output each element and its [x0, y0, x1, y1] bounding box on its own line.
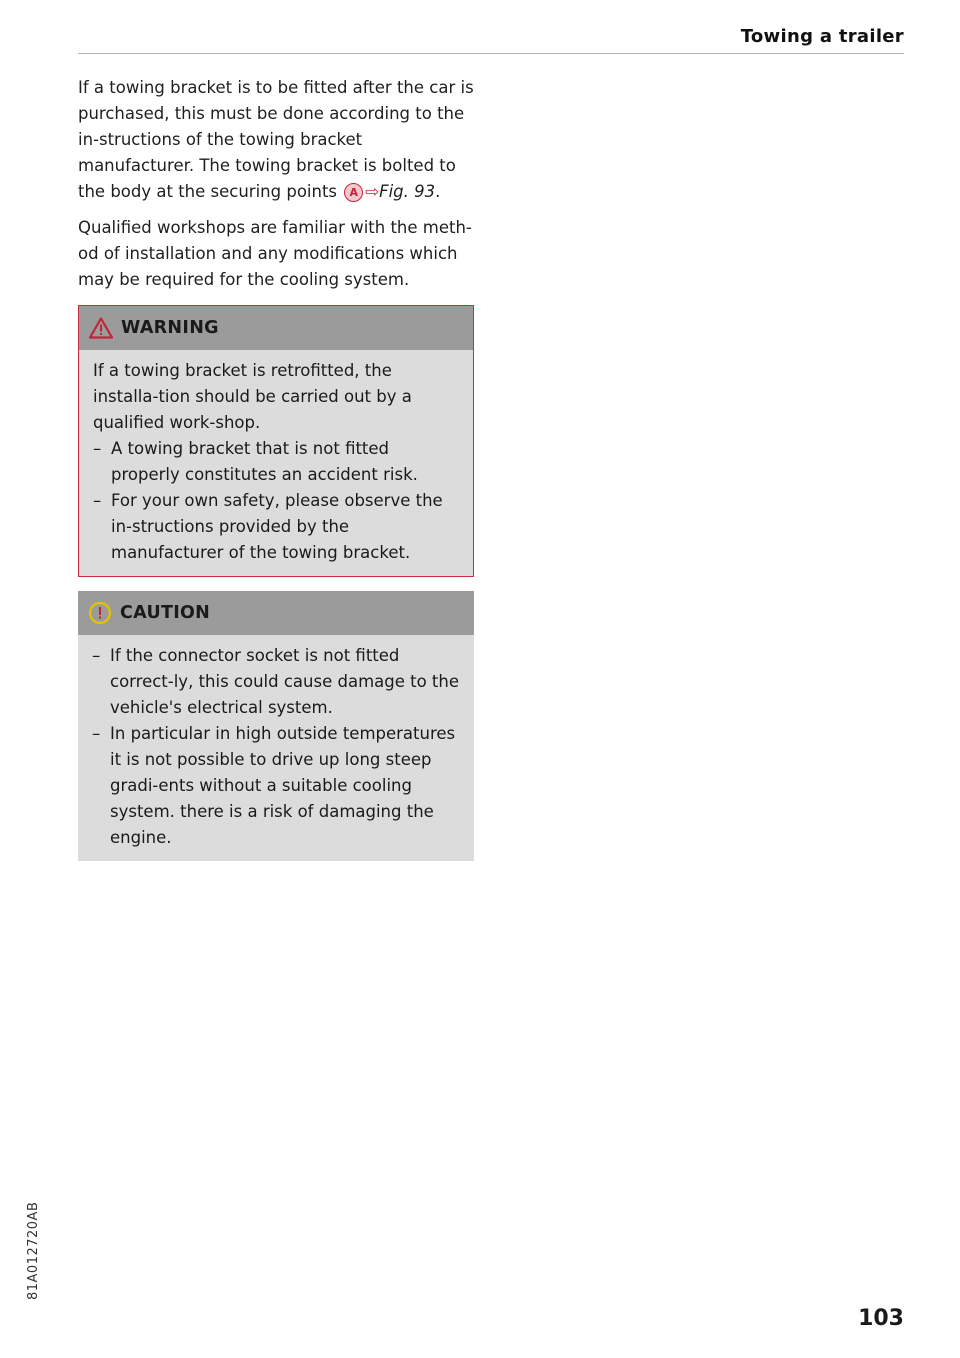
caution-header	[78, 591, 474, 635]
warning-box	[78, 305, 474, 577]
list-item: – If the connector socket is not fitted correct-ly, this could cause damage to the vehicle's electrical system.	[92, 646, 460, 717]
page-number: 103	[858, 1306, 904, 1331]
list-item: – In particular in high outside temperatures it is not possible to drive up long steep gradi-ents without a suitable cooling system. there is a risk of damaging the engine.	[92, 724, 456, 847]
caution-box	[78, 591, 474, 861]
intro-paragraph-1-text: If a towing bracket is to be fitted after the car is purchased, this must be done according to the in-structions of the towing bracket manufacturer. The towing bracket is bolted to the body at the securing points	[78, 78, 474, 201]
marker-a: A	[344, 183, 363, 202]
warning-body	[79, 350, 473, 576]
warning-list	[93, 436, 459, 566]
figure-reference[interactable]: Fig. 93	[379, 182, 436, 201]
main-column	[78, 75, 474, 861]
list-item: – For your own safety, please observe the in-structions provided by the manufacturer of the towing bracket.	[93, 491, 443, 562]
document-code: 81A012720AB	[26, 1201, 41, 1300]
list-item: – A towing bracket that is not fitted properly constitutes an accident risk.	[93, 439, 418, 484]
warning-label: WARNING	[121, 318, 219, 338]
header-rule	[78, 53, 904, 54]
intro-paragraph-2: Qualified workshops are familiar with the meth-od of installation and any modifications which may be required for the cooling system.	[78, 218, 472, 289]
intro-paragraph-1	[78, 75, 474, 205]
caution-circle-icon	[88, 601, 112, 625]
caution-label: CAUTION	[120, 603, 211, 623]
warning-header	[79, 306, 473, 350]
caution-body	[78, 635, 474, 861]
arrow-right-icon: ⇨	[365, 182, 380, 201]
intro-paragraph-1-end: .	[435, 182, 441, 201]
caution-list	[92, 643, 460, 851]
warning-triangle-icon	[89, 317, 113, 339]
warning-intro: If a towing bracket is retrofitted, the installa-tion should be carried out by a qualified work-shop.	[93, 361, 412, 432]
section-title: Towing a trailer	[740, 26, 904, 47]
